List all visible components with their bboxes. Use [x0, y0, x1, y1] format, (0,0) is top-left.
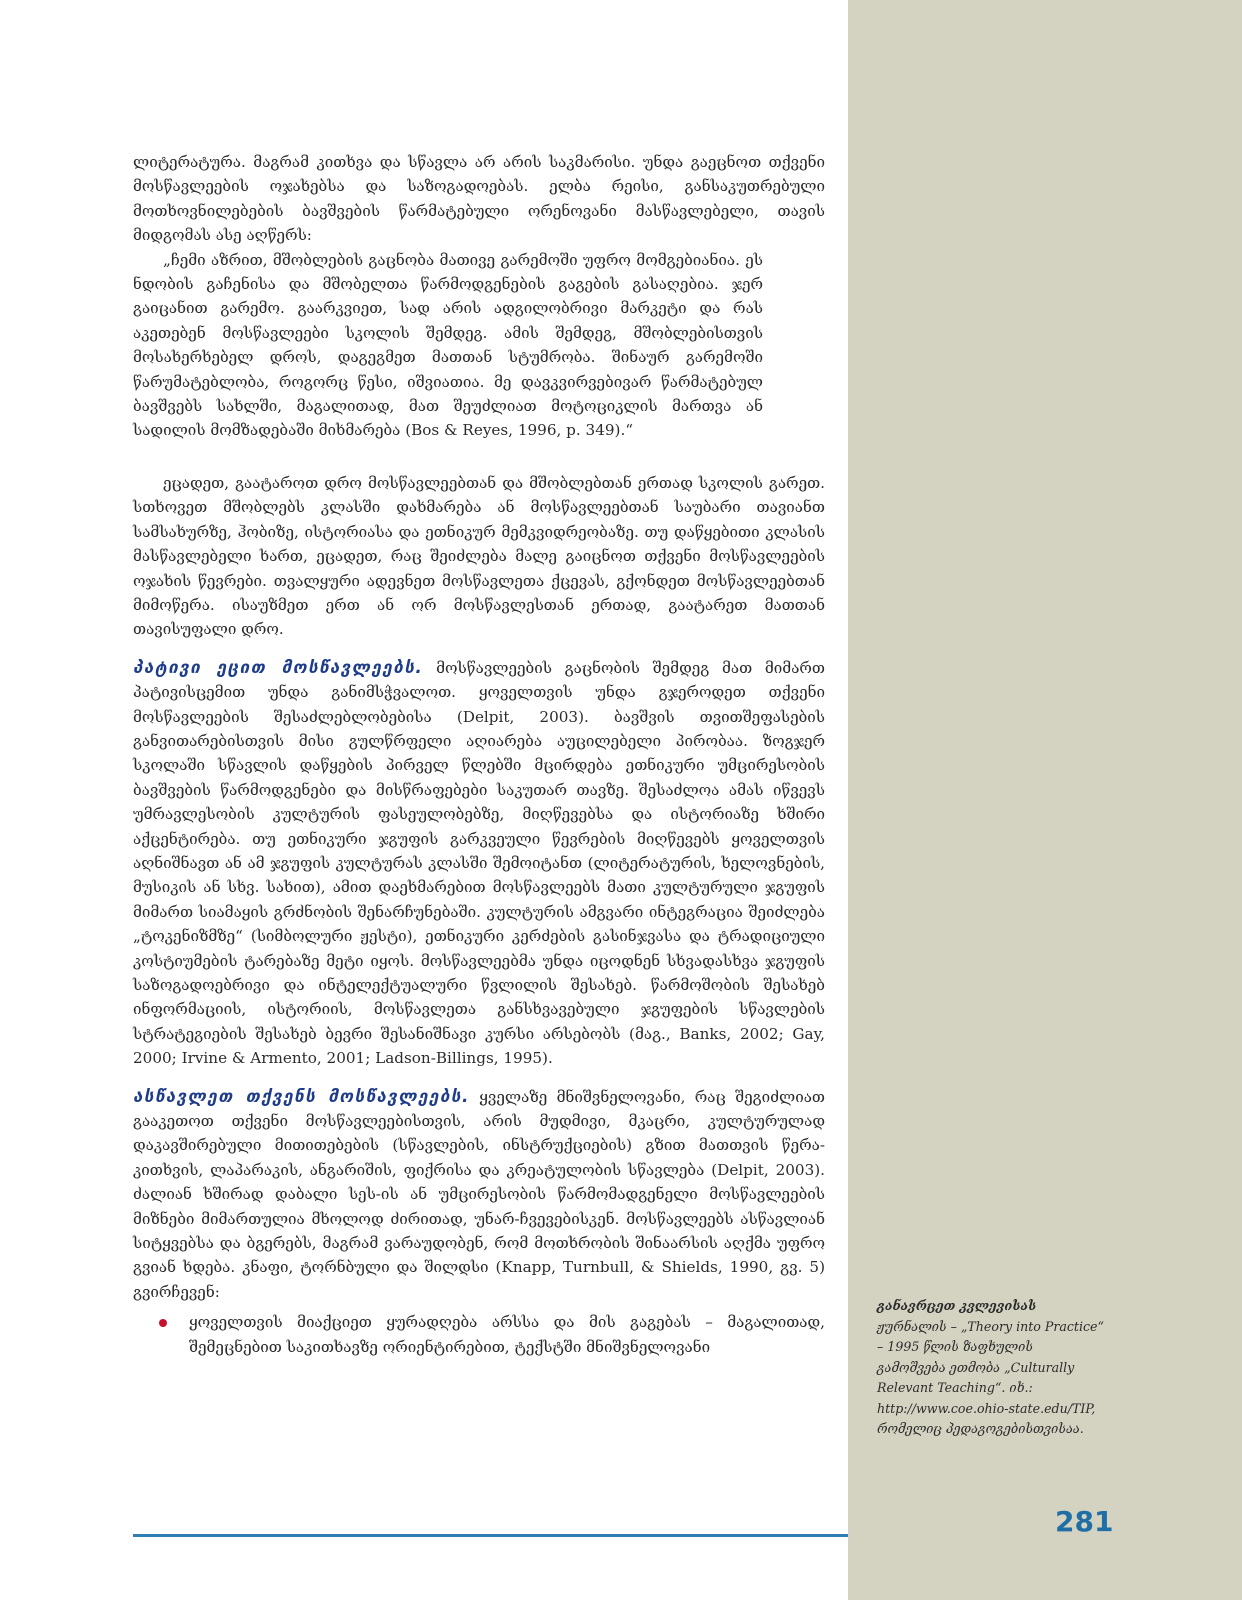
sidebar-note-title: განავრცეთ კვლევისას — [877, 1298, 1037, 1313]
bullet-dot-icon — [159, 1319, 167, 1327]
paragraph-2: ეცადეთ, გაატაროთ დრო მოსწავლეებთან და მშობლებთან ერთად სკოლის გარეთ. სთხოვეთ მშობლებს კლასში დახმარება ან მოსწავლეებთან საუბარი თავიანთ სამსახურზე, ჰობიზე, ისტორიასა და ეთნიკურ მემკვიდრეობაზე. თუ დაწყებითი კლასის მასწავლებელი ხართ, ეცადეთ, რაც შეიძლება მალე გაიცნოთ თქვენი მოსწავლეების ოჯახის წევრები. თვალყური ადევნეთ მოსწავლეთა ქცევას, გქონდეთ მოსწავლეებთან მიმოწერა. ისაუზმეთ ერთ ან ორ მოსწავლესთან ერთად, გაატარეთ მათთან თავისუფალი დრო. — [133, 473, 825, 639]
page-number: 281 — [1055, 1505, 1114, 1538]
block-quote: „ჩემი აზრით, მშობლების გაცნობა მათივე გარემოში უფრო მომგებიანია. ეს ნდობის გაჩენისა და მშობელთა წარმოდგენების გაგების გასაღებია. ჯერ გაიცანით გარემო. გაარკვიეთ, სად არის ადგილობრივი მარკეტი და რას აკეთებენ მოსწავლეები სკოლის შემდეგ. ამის შემდეგ, მშობლებისთვის მოსახერხებელ დროს, დაგეგმეთ მათთან სტუმრობა. შინაურ გარემოში წარუმატებლობა, როგორც წესი, იშვიათია. მე დავკვირვებივარ წარმატებულ ბავშვებს სახლში, მაგალითად, მათ შეუძლიათ მოტოციკლის მართვა ან სადილის მომზადებაში მიხმარება (Bos & Reyes, 1996, p. 349).“ — [133, 250, 763, 440]
paragraph-4 — [133, 1085, 825, 1305]
sidebar-note-text: ჟურნალის – „Theory into Practice“ – 1995 წლის ზაფხულის გამოშვება ეთმობა „Culturally Relevant Teaching“. იხ.: http://www.coe.ohio-state.edu/TIP, რომელიც პედაგოგებისთვისაა. — [877, 1318, 1104, 1436]
paragraph-3-body: მოსწავლეების გაცნობის შემდეგ მათ მიმართ პატივისცემით უნდა განიმსჭვალოთ. ყოველთვის უნდა გჯეროდეთ თქვენი მოსწავლეების შესაძლებლობებისა (Delpit, 2003). ბავშვის თვითშეფასების განვითარებისთვის მისი გულწრფელი აღიარება აუცილებელი პირობაა. ზოგჯერ სკოლაში სწავლის დაწყების პირველ წლებში მცირდება ეთნიკური უმცირესობის ბავშვების წარმოდგენები და მისწრაფებები საკუთარ თავზე. შესაძლოა ამას იწვევს უმრავლესობის კულტურის ფასეულობებზე, მიღწევებსა და ისტორიაზე ხშირი აქცენტირება. თუ ეთნიკური ჯგუფის გარკვეული წევრების მიღწევებს ყოველთვის აღნიშნავთ ან ამ ჯგუფის კულტურას კლასში შემოიტანთ (ლიტერატურის, ხელოვნების, მუსიკის ან სხვ. სახით), ამით დაეხმარებით მოსწავლეებს მათი კულტურული ჯგუფის მიმართ სიამაყის გრძნობის შენარჩუნებაში. კულტურის ამგვარი ინტეგრაცია შეიძლება „ტოკენიზმზე“ (სიმბოლური ჟესტი), ეთნიკური კერძების გასინჯვასა და ტრადიციული კოსტიუმების ტარებაზე მეტი იყოს. მოსწავლეებმა უნდა იცოდნენ სხვადასხვა ჯგუფის საზოგადოებრივი და ინტელექტუალური წვლილის შესახებ. წარმოშობის შესახებ ინფორმაციის, ისტორიის, მოსწავლეთა განსხვავებული ჯგუფების სწავლების სტრატეგიების შესახებ ბევრი შესანიშნავი კურსი არსებობს (მაგ., Banks, 2002; Gay, 2000; Irvine & Armento, 2001; Ladson-Billings, 1995). — [133, 658, 825, 1068]
paragraph-3 — [133, 656, 825, 1071]
paragraph-4-body: ყველაზე მნიშვნელოვანი, რაც შეგიძლიათ გააკეთოთ თქვენი მოსწავლეებისთვის, არის მუდმივი, მკაცრი, კულტურულად დაკავშირებული მითითებების (სწავლების, ინსტრუქციების) გზით მათთვის წერა-კითხვის, ლაპარაკის, ანგარიშის, ფიქრისა და კრეატულობის სწავლება (Delpit, 2003). ძალიან ხშირად დაბალი სეს-ის ან უმცირესობის წარმომადგენელი მოსწავლეების მიზნები მიმართულია მხოლოდ ძირითად, უნარ-ჩვევებისკენ. მოსწავლეებს ასწავლიან სიტყვებსა და ბგერებს, მაგრამ ვარაუდობენ, რომ მოთხრობის შინაარსის აღქმა უფრო გვიან ხდება. კნაფი, ტორნბული და შილდსი (Knapp, Turnbull, & Shields, 1990, გვ. 5) გვირჩევენ: — [133, 1087, 825, 1301]
main-text-column — [133, 150, 825, 1359]
section-heading-respect: პატივი ეცით მოსწავლეებს. — [133, 657, 424, 678]
sidebar-note — [877, 1296, 1105, 1440]
paragraph-1: ლიტერატურა. მაგრამ კითხვა და სწავლა არ არის საკმარისი. უნდა გაეცნოთ თქვენი მოსწავლეების ოჯახებსა და საზოგადოებას. ელბა რეისი, განსაკუთრებული მოთხოვნილებების ბავშვების წარმატებული ორენოვანი მასწავლებელი, თავის მიდგომას ასე აღწერს: — [133, 153, 825, 245]
section-heading-teach: ასწავლეთ თქვენს მოსწავლეებს. — [133, 1086, 470, 1107]
list-item — [133, 1310, 825, 1359]
footer-rule — [133, 1534, 848, 1537]
bullet-text: ყოველთვის მიაქციეთ ყურადღება არსსა და მის გაგებას – მაგალითად, შემეცნებით საკითხავზე ორიენტირებით, ტექსტში მნიშვნელოვანი — [189, 1313, 825, 1356]
bullet-list — [133, 1310, 825, 1359]
